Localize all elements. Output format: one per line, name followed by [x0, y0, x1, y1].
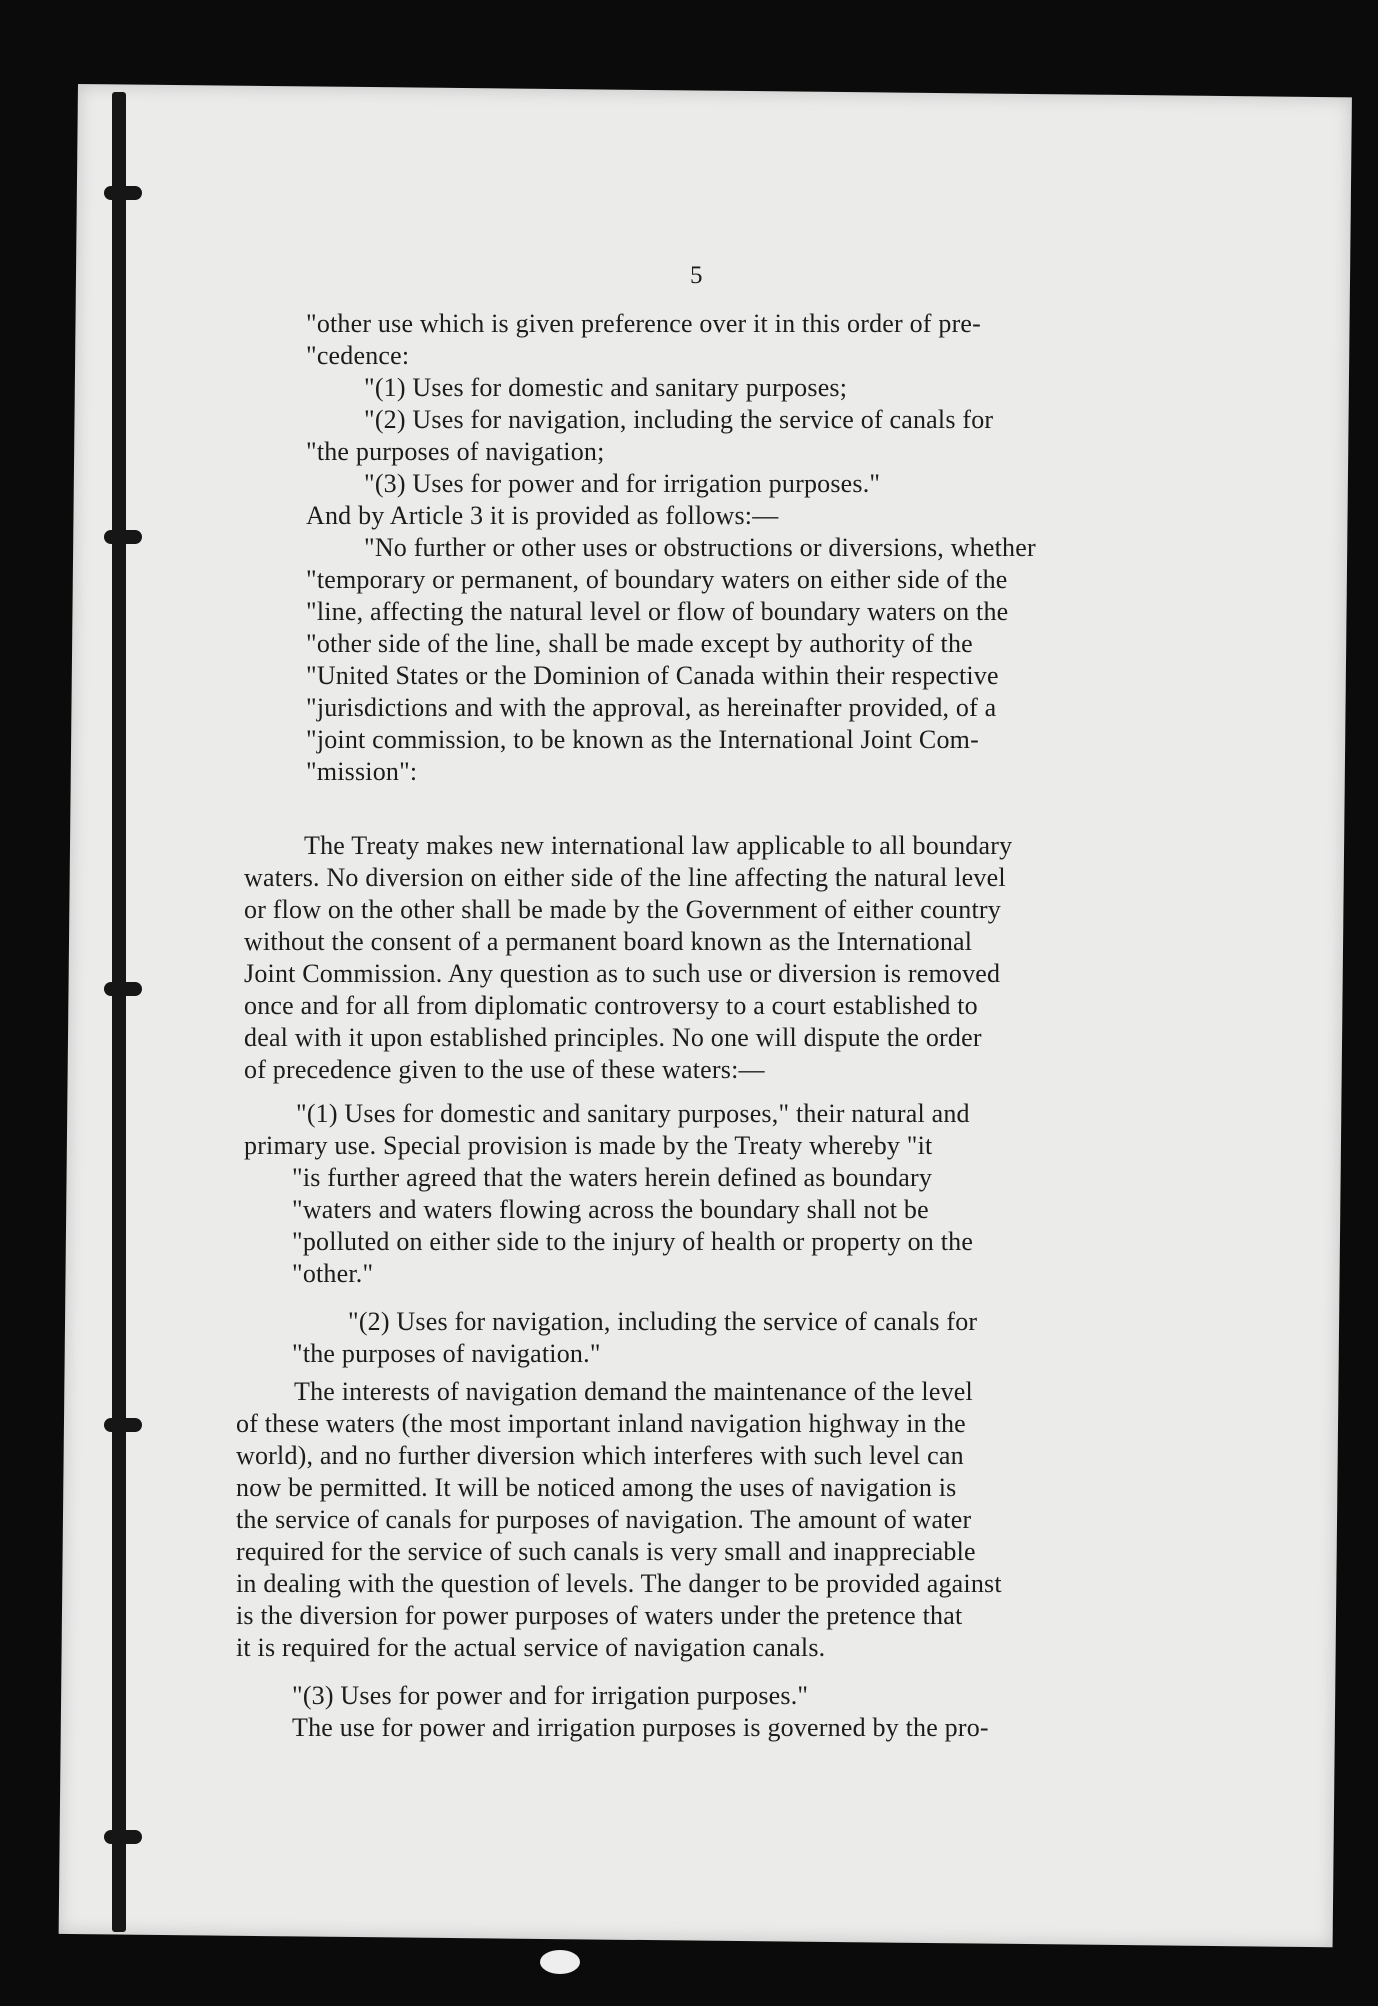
text-line: "joint commission, to be known as the International Joint Com-: [306, 725, 979, 754]
precedence-list: [306, 372, 1142, 500]
binding-stitch: [104, 982, 142, 996]
text-line: of precedence given to the use of these waters:—: [244, 1055, 765, 1084]
text-line: now be permitted. It will be noticed among the uses of navigation is: [236, 1473, 957, 1502]
text-line: "temporary or permanent, of boundary waters on either side of the: [306, 565, 1008, 594]
text-line: world), and no further diversion which interferes with such level can: [236, 1441, 964, 1470]
text-line: "line, affecting the natural level or flow of boundary waters on the: [306, 597, 1009, 626]
text-line: "other.": [292, 1259, 374, 1288]
text-line: or flow on the other shall be made by the Government of either country: [244, 895, 1001, 924]
text-line: "No further or other uses or obstructions or diversions, whether: [364, 533, 1036, 562]
article-intro: [306, 500, 1142, 532]
text-line: "mission":: [306, 757, 418, 786]
text-line: "other side of the line, shall be made except by authority of the: [306, 629, 973, 658]
text-line: once and for all from diplomatic controversy to a court established to: [244, 991, 978, 1020]
treaty-paragraph: [244, 830, 1140, 1086]
use1-quote: [292, 1162, 1140, 1290]
navigation-paragraph: [236, 1376, 1140, 1664]
page-binding: [112, 92, 126, 1932]
binding-stitch: [104, 1418, 142, 1432]
text-line: "is further agreed that the waters herein defined as boundary: [292, 1163, 933, 1192]
text-line: "waters and waters flowing across the boundary shall not be: [292, 1195, 929, 1224]
text-line: "(1) Uses for domestic and sanitary purposes;: [364, 373, 848, 402]
text-line: "polluted on either side to the injury of health or property on the: [292, 1227, 974, 1256]
text-line: "other use which is given preference over it in this order of pre-: [306, 309, 982, 338]
text-line: And by Article 3 it is provided as follows:—: [306, 501, 779, 530]
text-line: required for the service of such canals is very small and inappreciable: [236, 1537, 976, 1566]
text-line: of these waters (the most important inland navigation highway in the: [236, 1409, 966, 1438]
text-line: "(3) Uses for power and for irrigation purposes.": [292, 1681, 809, 1710]
use2-quote: [292, 1306, 1140, 1370]
text-line: The interests of navigation demand the maintenance of the level: [294, 1377, 973, 1406]
text-line: Joint Commission. Any question as to such use or diversion is removed: [244, 959, 1001, 988]
scan-speck: [540, 1950, 580, 1974]
use3-section: [236, 1680, 1140, 1744]
use1-paragraph: [244, 1098, 1140, 1162]
text-line: the service of canals for purposes of navigation. The amount of water: [236, 1505, 972, 1534]
text-line: is the diversion for power purposes of waters under the pretence that: [236, 1601, 963, 1630]
text-line: "the purposes of navigation;: [306, 437, 605, 466]
article-quote: [306, 532, 1142, 788]
page-number: 5: [690, 262, 703, 289]
text-line: "(3) Uses for power and for irrigation purposes.": [364, 469, 881, 498]
quote-intro: [306, 308, 1142, 372]
text-line: "(2) Uses for navigation, including the service of canals for: [348, 1307, 978, 1336]
binding-stitch: [104, 186, 142, 200]
text-line: "cedence:: [306, 341, 410, 370]
text-line: waters. No diversion on either side of the line affecting the natural level: [244, 863, 1006, 892]
text-line: deal with it upon established principles. No one will dispute the order: [244, 1023, 982, 1052]
text-line: "the purposes of navigation.": [292, 1339, 601, 1368]
binding-stitch: [104, 530, 142, 544]
text-line: in dealing with the question of levels. The danger to be provided against: [236, 1569, 1002, 1598]
binding-stitch: [104, 1830, 142, 1844]
text-line: "jurisdictions and with the approval, as hereinafter provided, of a: [306, 693, 997, 722]
text-line: "United States or the Dominion of Canada within their respective: [306, 661, 999, 690]
text-line: The Treaty makes new international law applicable to all boundary: [304, 831, 1013, 860]
text-line: "(2) Uses for navigation, including the service of canals for: [364, 405, 994, 434]
text-line: "(1) Uses for domestic and sanitary purposes," their natural and: [296, 1099, 970, 1128]
text-line: it is required for the actual service of navigation canals.: [236, 1633, 826, 1662]
text-line: The use for power and irrigation purposes is governed by the pro-: [292, 1713, 989, 1742]
text-line: without the consent of a permanent board known as the International: [244, 927, 973, 956]
text-line: primary use. Special provision is made by the Treaty whereby "it: [244, 1131, 933, 1160]
